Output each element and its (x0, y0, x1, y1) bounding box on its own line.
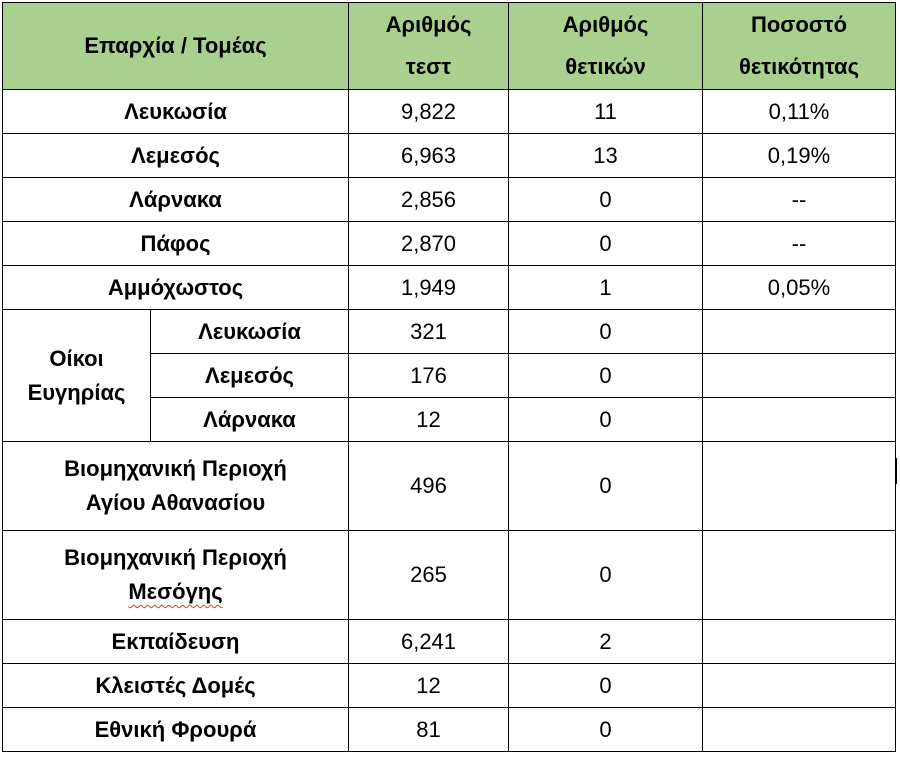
table-row (3, 708, 896, 752)
row-label: Βιομηχανική Περιοχή Αγίου Αθανασίου (3, 442, 349, 531)
table-row (3, 134, 896, 178)
tests-cell: 81 (349, 708, 509, 752)
tests-cell: 2,856 (349, 178, 509, 222)
positives-cell: 1 (509, 266, 703, 310)
rate-cell: 0,19% (703, 134, 896, 178)
tests-cell: 1,949 (349, 266, 509, 310)
header-tests: Αριθμός τεστ (349, 3, 509, 90)
rate-cell (703, 442, 896, 531)
table-row (3, 310, 896, 354)
care-homes-label: Οίκοι Ευγηρίας (3, 310, 151, 442)
row-label: Πάφος (3, 222, 349, 266)
positives-cell: 0 (509, 398, 703, 442)
positives-cell: 0 (509, 222, 703, 266)
row-label: Λευκωσία (151, 310, 349, 354)
header-rate: Ποσοστό θετικότητας (703, 3, 896, 90)
row-label: Λάρνακα (151, 398, 349, 442)
row-label: Κλειστές Δομές (3, 664, 349, 708)
table-row (3, 266, 896, 310)
tests-cell: 496 (349, 442, 509, 531)
positives-cell: 2 (509, 620, 703, 664)
row-label: Βιομηχανική Περιοχή Μεσόγης (3, 531, 349, 620)
tests-cell: 2,870 (349, 222, 509, 266)
positives-cell: 0 (509, 664, 703, 708)
positives-cell: 0 (509, 442, 703, 531)
tests-cell: 12 (349, 664, 509, 708)
row-label: Εθνική Φρουρά (3, 708, 349, 752)
row-label: Λεμεσός (3, 134, 349, 178)
tests-cell: 6,241 (349, 620, 509, 664)
positives-cell: 0 (509, 178, 703, 222)
positives-cell: 0 (509, 531, 703, 620)
table-row (3, 90, 896, 134)
rate-cell (703, 310, 896, 354)
row-label: Εκπαίδευση (3, 620, 349, 664)
rate-cell (703, 664, 896, 708)
table-row (3, 178, 896, 222)
rate-cell (703, 620, 896, 664)
row-label: Αμμόχωστος (3, 266, 349, 310)
table-row (3, 442, 896, 531)
table-row (3, 222, 896, 266)
rate-cell: -- (703, 178, 896, 222)
cursor-mark (895, 458, 897, 484)
rate-cell: -- (703, 222, 896, 266)
row-label: Λεμεσός (151, 354, 349, 398)
positives-cell: 0 (509, 310, 703, 354)
tests-cell: 6,963 (349, 134, 509, 178)
positives-cell: 13 (509, 134, 703, 178)
tests-cell: 9,822 (349, 90, 509, 134)
rate-cell (703, 708, 896, 752)
header-positives: Αριθμός θετικών (509, 3, 703, 90)
header-row (3, 3, 896, 90)
table-row (3, 620, 896, 664)
rate-cell (703, 531, 896, 620)
tests-cell: 265 (349, 531, 509, 620)
tests-cell: 12 (349, 398, 509, 442)
table-row (3, 531, 896, 620)
table-row (3, 664, 896, 708)
header-region: Επαρχία / Τομέας (3, 3, 349, 90)
row-label: Λευκωσία (3, 90, 349, 134)
rate-cell: 0,05% (703, 266, 896, 310)
tests-cell: 176 (349, 354, 509, 398)
row-label: Λάρνακα (3, 178, 349, 222)
rate-cell (703, 354, 896, 398)
tests-cell: 321 (349, 310, 509, 354)
rate-cell (703, 398, 896, 442)
results-table (2, 2, 896, 752)
rate-cell: 0,11% (703, 90, 896, 134)
positives-cell: 0 (509, 708, 703, 752)
positives-cell: 11 (509, 90, 703, 134)
positives-cell: 0 (509, 354, 703, 398)
